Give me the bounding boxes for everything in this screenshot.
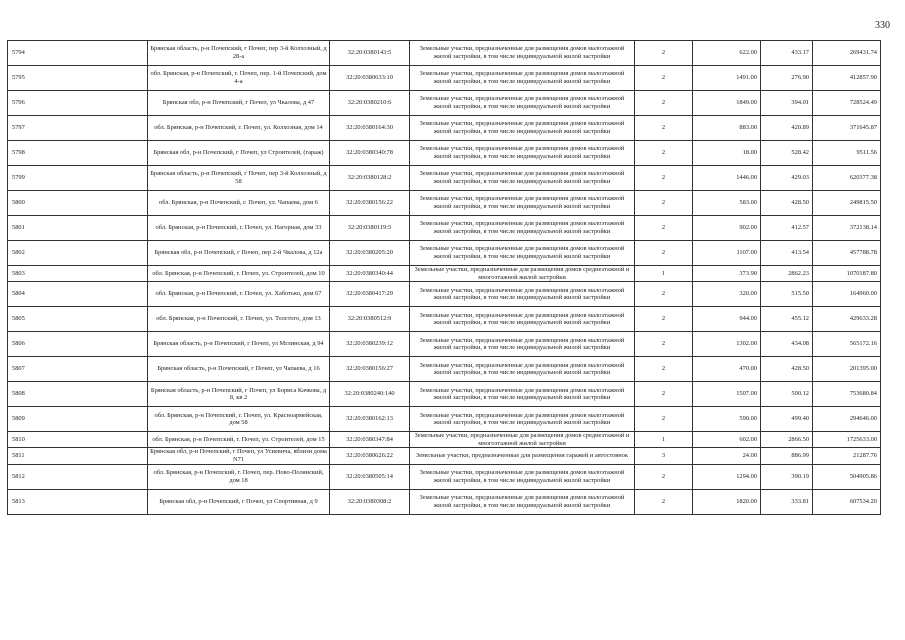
area-cell: 590.00 bbox=[693, 407, 761, 432]
cadastral-value-cell: 429633.28 bbox=[813, 307, 881, 332]
area-cell: 1107.00 bbox=[693, 241, 761, 266]
land-use-cell: Земельные участки, предназначенные для размещения домов малоэтажной жилой застройки, в том числе индивидуальной жилой застройки bbox=[410, 241, 635, 266]
table-row bbox=[8, 407, 881, 432]
land-use-cell: Земельные участки, предназначенные для размещения домов малоэтажной жилой застройки, в том числе индивидуальной жилой застройки bbox=[410, 91, 635, 116]
cadastral-value-cell: 249815.50 bbox=[813, 191, 881, 216]
area-cell: 373.90 bbox=[693, 266, 761, 282]
row-number: 5807 bbox=[8, 357, 148, 382]
row-number: 5802 bbox=[8, 241, 148, 266]
row-number: 5810 bbox=[8, 432, 148, 448]
address-cell: обл. Брянская, р-н Почепский, г. Почеп, пер. 1-й Почепский, дом 4-а bbox=[148, 66, 330, 91]
cadastral-value-cell: 753680.84 bbox=[813, 382, 881, 407]
group-cell: 1 bbox=[635, 432, 693, 448]
cadastral-value-cell: 412857.90 bbox=[813, 66, 881, 91]
address-cell: обл. Брянская, р-н Почепский, г. Почеп, ул. Нагорная, дом 33 bbox=[148, 216, 330, 241]
address-cell: обл. Брянская, р-н Почепский, г. Почеп, ул. Чапаева, дом 6 bbox=[148, 191, 330, 216]
group-cell: 2 bbox=[635, 307, 693, 332]
group-cell: 2 bbox=[635, 332, 693, 357]
area-cell: 1491.00 bbox=[693, 66, 761, 91]
cadastral-value-cell: 294646.00 bbox=[813, 407, 881, 432]
cadastral-value-cell: 164960.00 bbox=[813, 282, 881, 307]
table-row bbox=[8, 489, 881, 514]
row-number: 5797 bbox=[8, 116, 148, 141]
group-cell: 2 bbox=[635, 489, 693, 514]
row-number: 5804 bbox=[8, 282, 148, 307]
address-cell: обл. Брянская, р-н Почепский, г. Почеп, пер. Ново-Полянский, дом 18 bbox=[148, 464, 330, 489]
land-use-cell: Земельные участки, предназначенные для размещения домов малоэтажной жилой застройки, в том числе индивидуальной жилой застройки bbox=[410, 407, 635, 432]
land-use-cell: Земельные участки, предназначенные для размещения домов среднеэтажной и многоэтажной жилой застройки bbox=[410, 266, 635, 282]
specific-value-cell: 390.19 bbox=[761, 464, 813, 489]
cadastral-number-cell: 32:20:0380340:44 bbox=[330, 266, 410, 282]
table-row bbox=[8, 191, 881, 216]
row-number: 5799 bbox=[8, 166, 148, 191]
area-cell: 1507.00 bbox=[693, 382, 761, 407]
area-cell: 320.00 bbox=[693, 282, 761, 307]
group-cell: 2 bbox=[635, 357, 693, 382]
group-cell: 1 bbox=[635, 266, 693, 282]
row-number: 5796 bbox=[8, 91, 148, 116]
cadastral-value-cell: 371645.87 bbox=[813, 116, 881, 141]
specific-value-cell: 434.08 bbox=[761, 332, 813, 357]
table-row bbox=[8, 216, 881, 241]
cadastral-number-cell: 32:20:0380119:5 bbox=[330, 216, 410, 241]
group-cell: 2 bbox=[635, 116, 693, 141]
row-number: 5809 bbox=[8, 407, 148, 432]
land-use-cell: Земельные участки, предназначенные для размещения домов малоэтажной жилой застройки, в том числе индивидуальной жилой застройки bbox=[410, 489, 635, 514]
page-number: 330 bbox=[875, 20, 890, 31]
table-row bbox=[8, 41, 881, 66]
area-cell: 944.00 bbox=[693, 307, 761, 332]
group-cell: 2 bbox=[635, 407, 693, 432]
row-number: 5805 bbox=[8, 307, 148, 332]
address-cell: Брянская обл, р-н Почепский, г Почеп, ул Усиевича, вблизи дома N71 bbox=[148, 448, 330, 464]
cadastral-number-cell: 32:20:0380347:84 bbox=[330, 432, 410, 448]
cadastral-value-cell: 1725633.00 bbox=[813, 432, 881, 448]
land-registry-table bbox=[7, 40, 881, 515]
row-number: 5811 bbox=[8, 448, 148, 464]
row-number: 5794 bbox=[8, 41, 148, 66]
area-cell: 1294.00 bbox=[693, 464, 761, 489]
area-cell: 602.00 bbox=[693, 432, 761, 448]
row-number: 5798 bbox=[8, 141, 148, 166]
cadastral-value-cell: 372138.14 bbox=[813, 216, 881, 241]
table-row bbox=[8, 464, 881, 489]
address-cell: Брянская обл, р-н Почепский, г Почеп, ул Строителей, (гараж) bbox=[148, 141, 330, 166]
land-use-cell: Земельные участки, предназначенные для размещения домов малоэтажной жилой застройки, в том числе индивидуальной жилой застройки bbox=[410, 41, 635, 66]
land-use-cell: Земельные участки, предназначенные для размещения домов малоэтажной жилой застройки, в том числе индивидуальной жилой застройки bbox=[410, 141, 635, 166]
specific-value-cell: 433.17 bbox=[761, 41, 813, 66]
cadastral-value-cell: 620377.38 bbox=[813, 166, 881, 191]
cadastral-value-cell: 565172.16 bbox=[813, 332, 881, 357]
group-cell: 2 bbox=[635, 382, 693, 407]
cadastral-number-cell: 32:20:0380164:30 bbox=[330, 116, 410, 141]
group-cell: 2 bbox=[635, 241, 693, 266]
address-cell: Брянская область, р-н Почепский, г Почеп, ул Мглинская, д 94 bbox=[148, 332, 330, 357]
row-number: 5795 bbox=[8, 66, 148, 91]
group-cell: 2 bbox=[635, 191, 693, 216]
address-cell: Брянская обл, р-н Почепский, г Почеп, ул Спортивная, д 9 bbox=[148, 489, 330, 514]
cadastral-number-cell: 32:20:0380156:27 bbox=[330, 357, 410, 382]
group-cell: 2 bbox=[635, 216, 693, 241]
cadastral-number-cell: 32:20:0380626:22 bbox=[330, 448, 410, 464]
specific-value-cell: 2866.50 bbox=[761, 432, 813, 448]
address-cell: Брянская область, р-н Почепский, г Почеп, пер 3-й Колхозный, д 28-а bbox=[148, 41, 330, 66]
address-cell: обл. Брянская, р-н Почепский, г. Почеп, ул. Толстого, дом 13 bbox=[148, 307, 330, 332]
land-use-cell: Земельные участки, предназначенные для размещения домов среднеэтажной и многоэтажной жилой застройки bbox=[410, 432, 635, 448]
area-cell: 470.00 bbox=[693, 357, 761, 382]
table-row bbox=[8, 307, 881, 332]
group-cell: 2 bbox=[635, 464, 693, 489]
specific-value-cell: 412.57 bbox=[761, 216, 813, 241]
group-cell: 2 bbox=[635, 166, 693, 191]
specific-value-cell: 500.12 bbox=[761, 382, 813, 407]
land-use-cell: Земельные участки, предназначенные для размещения гаражей и автостоянок bbox=[410, 448, 635, 464]
land-use-cell: Земельные участки, предназначенные для размещения домов малоэтажной жилой застройки, в том числе индивидуальной жилой застройки bbox=[410, 116, 635, 141]
table-row bbox=[8, 357, 881, 382]
cadastral-value-cell: 1070187.80 bbox=[813, 266, 881, 282]
table-row bbox=[8, 116, 881, 141]
address-cell: Брянская обл, р-н Почепский, г Почеп, пер 2-й Чкалова, д 12а bbox=[148, 241, 330, 266]
address-cell: Брянская обл, р-н Почепский, г Почеп, ул Чкалова, д 47 bbox=[148, 91, 330, 116]
row-number: 5801 bbox=[8, 216, 148, 241]
cadastral-number-cell: 32:20:0380239:12 bbox=[330, 332, 410, 357]
specific-value-cell: 2862.23 bbox=[761, 266, 813, 282]
cadastral-number-cell: 32:20:0380505:14 bbox=[330, 464, 410, 489]
specific-value-cell: 515.50 bbox=[761, 282, 813, 307]
area-cell: 902.00 bbox=[693, 216, 761, 241]
area-cell: 622.00 bbox=[693, 41, 761, 66]
specific-value-cell: 429.03 bbox=[761, 166, 813, 191]
address-cell: обл. Брянская, р-н Почепский, г. Почеп, ул. Колхозная, дом 14 bbox=[148, 116, 330, 141]
address-cell: обл. Брянская, р-н Почепский, г. Почеп, ул. Красноармейская, дом 58 bbox=[148, 407, 330, 432]
specific-value-cell: 394.01 bbox=[761, 91, 813, 116]
land-use-cell: Земельные участки, предназначенные для размещения домов малоэтажной жилой застройки, в том числе индивидуальной жилой застройки bbox=[410, 282, 635, 307]
group-cell: 2 bbox=[635, 66, 693, 91]
cadastral-number-cell: 32:20:0380417:29 bbox=[330, 282, 410, 307]
land-use-cell: Земельные участки, предназначенные для размещения домов малоэтажной жилой застройки, в том числе индивидуальной жилой застройки bbox=[410, 166, 635, 191]
group-cell: 3 bbox=[635, 448, 693, 464]
row-number: 5800 bbox=[8, 191, 148, 216]
table-row bbox=[8, 141, 881, 166]
table-row bbox=[8, 91, 881, 116]
cadastral-number-cell: 32:20:0380205:20 bbox=[330, 241, 410, 266]
row-number: 5808 bbox=[8, 382, 148, 407]
table-row bbox=[8, 432, 881, 448]
specific-value-cell: 276.90 bbox=[761, 66, 813, 91]
address-cell: обл. Брянская, р-н Почепский, г. Почеп, ул. Хаботько, дом 67 bbox=[148, 282, 330, 307]
row-number: 5806 bbox=[8, 332, 148, 357]
address-cell: обл. Брянская, р-н Почепский, г. Почеп, ул. Строителей, дом 15 bbox=[148, 432, 330, 448]
table-row bbox=[8, 448, 881, 464]
area-cell: 883.00 bbox=[693, 116, 761, 141]
table-row bbox=[8, 241, 881, 266]
address-cell: обл. Брянская, р-н Почепский, г. Почеп, ул. Строителей, дом 10 bbox=[148, 266, 330, 282]
area-cell: 24.00 bbox=[693, 448, 761, 464]
group-cell: 2 bbox=[635, 91, 693, 116]
cadastral-number-cell: 32:20:0380210:6 bbox=[330, 91, 410, 116]
cadastral-number-cell: 32:20:0380128:2 bbox=[330, 166, 410, 191]
table-row bbox=[8, 282, 881, 307]
land-use-cell: Земельные участки, предназначенные для размещения домов малоэтажной жилой застройки, в том числе индивидуальной жилой застройки bbox=[410, 464, 635, 489]
area-cell: 1302.00 bbox=[693, 332, 761, 357]
cadastral-value-cell: 9511.56 bbox=[813, 141, 881, 166]
area-cell: 583.00 bbox=[693, 191, 761, 216]
specific-value-cell: 428.50 bbox=[761, 357, 813, 382]
address-cell: Брянская область, р-н Почепский, г Почеп, пер 3-й Колхозный, д 58 bbox=[148, 166, 330, 191]
table-body bbox=[8, 41, 881, 515]
specific-value-cell: 428.50 bbox=[761, 191, 813, 216]
cadastral-value-cell: 201395.00 bbox=[813, 357, 881, 382]
cadastral-number-cell: 32:20:0380633:10 bbox=[330, 66, 410, 91]
specific-value-cell: 420.89 bbox=[761, 116, 813, 141]
cadastral-value-cell: 21287.76 bbox=[813, 448, 881, 464]
specific-value-cell: 413.54 bbox=[761, 241, 813, 266]
cadastral-value-cell: 607534.20 bbox=[813, 489, 881, 514]
land-use-cell: Земельные участки, предназначенные для размещения домов малоэтажной жилой застройки, в том числе индивидуальной жилой застройки bbox=[410, 307, 635, 332]
table-row bbox=[8, 332, 881, 357]
row-number: 5803 bbox=[8, 266, 148, 282]
table-row bbox=[8, 266, 881, 282]
specific-value-cell: 333.81 bbox=[761, 489, 813, 514]
land-use-cell: Земельные участки, предназначенные для размещения домов малоэтажной жилой застройки, в том числе индивидуальной жилой застройки bbox=[410, 382, 635, 407]
specific-value-cell: 499.40 bbox=[761, 407, 813, 432]
group-cell: 2 bbox=[635, 282, 693, 307]
address-cell: Брянская область, р-н Почепский, г Почеп, ул Чапаева, д 16 bbox=[148, 357, 330, 382]
land-use-cell: Земельные участки, предназначенные для размещения домов малоэтажной жилой застройки, в том числе индивидуальной жилой застройки bbox=[410, 332, 635, 357]
cadastral-number-cell: 32:20:0380340:78 bbox=[330, 141, 410, 166]
address-cell: Брянская область, р-н Почепский, г Почеп, ул Бориса Качкова, д 8, кв 2 bbox=[148, 382, 330, 407]
row-number: 5812 bbox=[8, 464, 148, 489]
specific-value-cell: 528.42 bbox=[761, 141, 813, 166]
area-cell: 1849.00 bbox=[693, 91, 761, 116]
cadastral-number-cell: 32:20:0380308:2 bbox=[330, 489, 410, 514]
cadastral-value-cell: 504905.86 bbox=[813, 464, 881, 489]
cadastral-value-cell: 728524.49 bbox=[813, 91, 881, 116]
cadastral-number-cell: 32:20:0380512:9 bbox=[330, 307, 410, 332]
group-cell: 2 bbox=[635, 41, 693, 66]
cadastral-value-cell: 457788.78 bbox=[813, 241, 881, 266]
group-cell: 2 bbox=[635, 141, 693, 166]
area-cell: 1446.00 bbox=[693, 166, 761, 191]
table-row bbox=[8, 382, 881, 407]
land-use-cell: Земельные участки, предназначенные для размещения домов малоэтажной жилой застройки, в том числе индивидуальной жилой застройки bbox=[410, 191, 635, 216]
cadastral-number-cell: 32:20:0380162:13 bbox=[330, 407, 410, 432]
specific-value-cell: 886.99 bbox=[761, 448, 813, 464]
land-use-cell: Земельные участки, предназначенные для размещения домов малоэтажной жилой застройки, в том числе индивидуальной жилой застройки bbox=[410, 66, 635, 91]
row-number: 5813 bbox=[8, 489, 148, 514]
specific-value-cell: 455.12 bbox=[761, 307, 813, 332]
cadastral-value-cell: 269431.74 bbox=[813, 41, 881, 66]
area-cell: 18.00 bbox=[693, 141, 761, 166]
cadastral-number-cell: 32:20:0380240:140 bbox=[330, 382, 410, 407]
table-row bbox=[8, 66, 881, 91]
area-cell: 1820.00 bbox=[693, 489, 761, 514]
cadastral-number-cell: 32:20:0380156:22 bbox=[330, 191, 410, 216]
land-use-cell: Земельные участки, предназначенные для размещения домов малоэтажной жилой застройки, в том числе индивидуальной жилой застройки bbox=[410, 216, 635, 241]
land-use-cell: Земельные участки, предназначенные для размещения домов малоэтажной жилой застройки, в том числе индивидуальной жилой застройки bbox=[410, 357, 635, 382]
table-row bbox=[8, 166, 881, 191]
cadastral-number-cell: 32:20:0380143:5 bbox=[330, 41, 410, 66]
